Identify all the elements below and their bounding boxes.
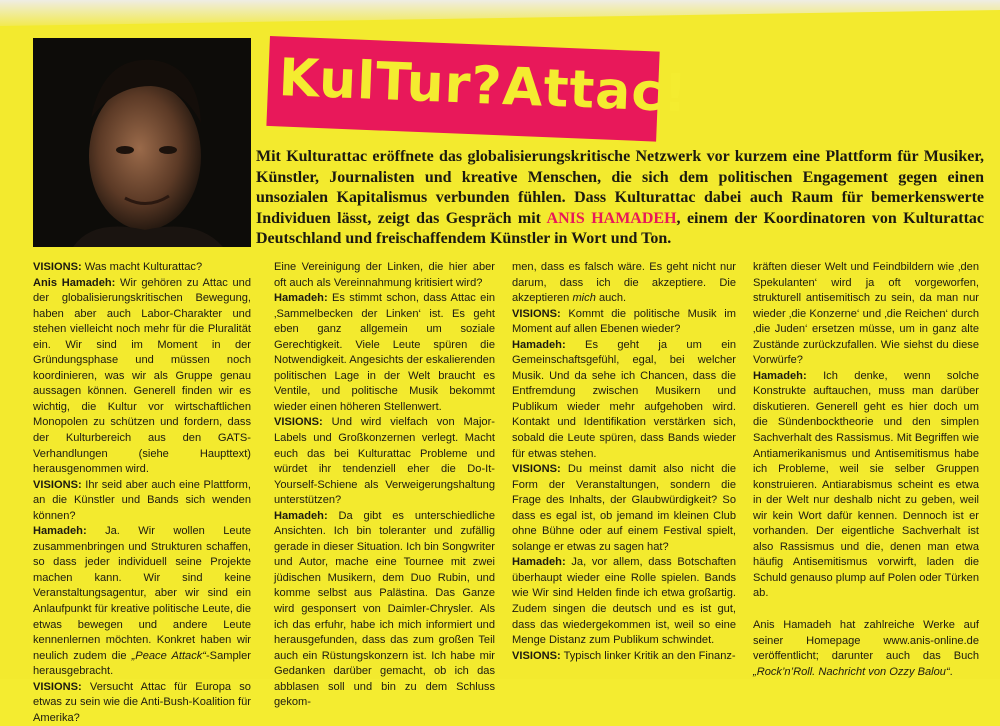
answer — [274, 509, 495, 711]
answer — [274, 291, 495, 415]
answer-text: men, dass es falsch wäre. Es geht nicht nur darum, dass ich die akzeptiere. Die akzeptieren — [512, 261, 736, 305]
question-text: Kommt die politische Musik im Moment auf allen Ebenen wieder? — [512, 307, 736, 336]
speaker-visions: VISIONS: — [512, 649, 561, 662]
speaker-hamadeh: Hamadeh: — [753, 369, 807, 382]
text-column-2 — [274, 260, 495, 711]
answer — [33, 524, 251, 679]
speaker-hamadeh: Hamadeh: — [274, 509, 328, 522]
answer-text: Ja, vor allem, dass Botschaften überhaupt wieder eine Rolle spielen. Bands wie Wir sind Helden finde ich etwa großartig. Zudem singen die deutsch und es ist gut, dass das wiedergekommen ist, weil so eine Menge Distanz zum Publikum schwindet. — [512, 556, 737, 647]
speaker-hamadeh: Hamadeh: — [274, 292, 328, 305]
question-text: Ihr seid aber auch eine Plattform, an die Künstler und Bands sich wenden können? — [33, 478, 251, 522]
question-continued — [753, 260, 979, 369]
speaker-hamadeh: Hamadeh: — [512, 338, 566, 351]
answer-text: -Sampler herausgebracht. — [33, 649, 251, 678]
question — [33, 680, 251, 726]
speaker-visions: VISIONS: — [274, 416, 323, 429]
speaker-hamadeh: Hamadeh: — [33, 525, 87, 538]
speaker-hamadeh: Hamadeh: — [512, 556, 566, 569]
answer-text: Wir gehören zu Attac und der globalisierungskritischen Bewegung, haben aber auch Labor-Charakter und stehen vielleicht noch mehr für die Pluralität ein. Wir sind im Moment in der Gründungsphase und müssen noch koordinieren, was wir als Gruppe genau aussagen können. Generell finden wir es wichtig, die Kultur vor wirtschaftlichen Monopolen zu schützen und fordern, dass der Kulturbereich aus den GATS-Verhandlungen (siehe Haupttext) herausgenommen wird. — [33, 276, 251, 476]
question — [512, 462, 736, 555]
question — [33, 478, 251, 525]
question-text: Versucht Attac für Europa so etwas zu sein wie die Anti-Bush-Koalition für Amerika? — [33, 680, 251, 724]
speaker-visions: VISIONS: — [33, 680, 82, 693]
text-column-1 — [33, 260, 251, 726]
intro-paragraph — [256, 147, 984, 250]
question-continued — [274, 260, 495, 291]
text-column-4 — [753, 260, 979, 680]
answer — [753, 369, 979, 602]
book-title: „Rock’n’Roll. Nachricht von Ozzy Balou“ — [753, 665, 950, 678]
speaker-visions: VISIONS: — [33, 261, 82, 273]
answer-continued — [512, 260, 736, 307]
answer-text: Ja. Wir wollen Leute zusammenbringen und Strukturen schaffen, so dass jeder individuell seine Projekte machen kann. Wir sind keine Veranstaltungsagentur, aber wir sind ein Anlaufpunkt für kreative politische Leute, die etwas bewegen und andere Leute kennenlernen möchten. Konkret haben wir neulich zudem die — [33, 525, 251, 662]
article-title: KulTur?Attac! — [277, 48, 690, 125]
answer-text: Ich denke, wenn solche Konstrukte auftauchen, muss man darüber diskutieren. Generell geht es hier doch um die Sündenbocktheorie und den simplen Sachverhalt des Rassismus. Mit Begriffen wie Antiamerikanismus und Antisemitismus habe ich Probleme, weil sie selber Gruppen konstruieren. Antiarabismus scheint es etwa in der Welt nur deshalb nicht zu geben, weil wir kein Wort dafür kennen. Dennoch ist er vorhanden. Der eigentliche Sachverhalt ist also Rassismus und die, denen man etwa häufig Antisemitismus vorwirft, laden die Schuld genauso plump auf Polen oder Türken ab. — [753, 369, 979, 600]
question-text: Typisch linker Kritik an den Finanz- — [563, 649, 736, 662]
question — [512, 307, 736, 338]
interviewee-name: ANIS HAMADEH — [546, 209, 677, 227]
question — [274, 415, 495, 508]
answer-text: Es stimmt schon, dass Attac ein ‚Sammelbecken der Linken‘ ist. Es geht eben ganz allgemein um soziale Gerechtigkeit. Viele Leute spüren die Notwendigkeit. Angesichts der eskalierenden politischen Lage in der Welt braucht es Ventile, und politische Musik bekommt wieder einen höheren Stellenwert. — [274, 292, 495, 413]
answer — [512, 338, 736, 462]
answer — [33, 276, 251, 478]
question-text: Du meinst damit also nicht die Form der Veranstaltungen, sondern die Frage des Inhalts, der Glaubwürdigkeit? So dass es egal ist, ob jemand im kleinen Club ohne Bühne oder auf einem Festival spielt, solange er etwas zu sagen hat? — [512, 463, 736, 553]
question-text: Was macht Kulturattac? — [84, 261, 203, 273]
author-bio — [753, 618, 979, 680]
text-column-3 — [512, 260, 736, 664]
sampler-title: „Peace Attack“ — [131, 649, 206, 662]
portrait-photo — [33, 38, 251, 247]
question-text: kräften dieser Welt und Feindbildern wie ‚den Spekulanten‘ wird ja oft vorgeworfen, strukturell antisemitisch zu sein, da man nur wieder ‚die Konzerne‘ und ‚die Reichen‘ durch ‚die Juden‘ ersetzen müsse, um in ganz alte Zustände zurückzufallen. Wie siehst du diese Vorwürfe? — [753, 261, 979, 367]
bio-text: . — [949, 665, 953, 678]
bio-text: Anis Hamadeh hat zahlreiche Werke auf seiner Homepage www.anis-online.de veröffentlicht; darunter auch das Buch — [753, 619, 979, 663]
answer-text: auch. — [595, 292, 627, 305]
question — [33, 260, 251, 276]
answer-text: Es geht ja um ein Gemeinschaftsgefühl, egal, bei welcher Musik. Und da sehe ich Chancen, dass die Entfremdung zwischen Musikern und Publikum wieder mehr aufgehoben wird. Kontakt und Identifikation verstärken sich, sobald die Leute spüren, dass Bands wieder für etwas stehen. — [512, 338, 737, 460]
speaker-hamadeh: Anis Hamadeh: — [33, 276, 116, 289]
intro-text-after: , einem der Koordinatoren von Kulturattac Deutschland und freischaffendem Künstler in Wort und Ton. — [256, 209, 985, 248]
speaker-visions: VISIONS: — [512, 463, 561, 476]
intro-text-before: Mit Kulturattac eröffnete das globalisierungskritische Netzwerk vor kurzem eine Plattform für Musiker, Künstler, Journalisten und kreative Menschen, die sich dem politischen Engagement gegen einen unsozialen Kapitalismus verbunden fühlen. Dass Kulturattac dabei auch Raum für bemerkenswerte Individuen lässt, zeigt das Gespräch mit — [256, 148, 984, 227]
question — [512, 649, 736, 665]
question-text: Und wird vielfach von Major-Labels und Großkonzernen verlegt. Macht euch das bei Kulturattac Probleme und würdet ihr tendenziell eher die Do-It-Yourself-Schiene als Verweigerungshaltung unterstützen? — [274, 416, 495, 507]
emphasis-text: mich — [572, 292, 596, 305]
question-text: Eine Vereinigung der Linken, die hier aber oft auch als Vereinnahmung kritisiert wird? — [274, 261, 495, 289]
answer-text: Da gibt es unterschiedliche Ansichten. Ich bin toleranter und zufällig gerade in dieser Situation. Ich bin Songwriter und Autor, mache eine Tournee mit zwei jüdischen Musikern, dem Duo Rubin, und komme selbst aus Palästina. Das Ganze wird gesponsert von Daimler-Chrysler. Als ich das erfuhr, habe ich mich informiert und herausgefunden, dass das zum großen Teil auch ein Rüstungskonzern ist. Ich habe mir Gedanken darüber gemacht, ob ich das abblasen soll und bin zu dem Schluss gekom- — [274, 509, 495, 709]
answer — [512, 555, 736, 648]
speaker-visions: VISIONS: — [512, 307, 561, 320]
speaker-visions: VISIONS: — [33, 478, 82, 491]
